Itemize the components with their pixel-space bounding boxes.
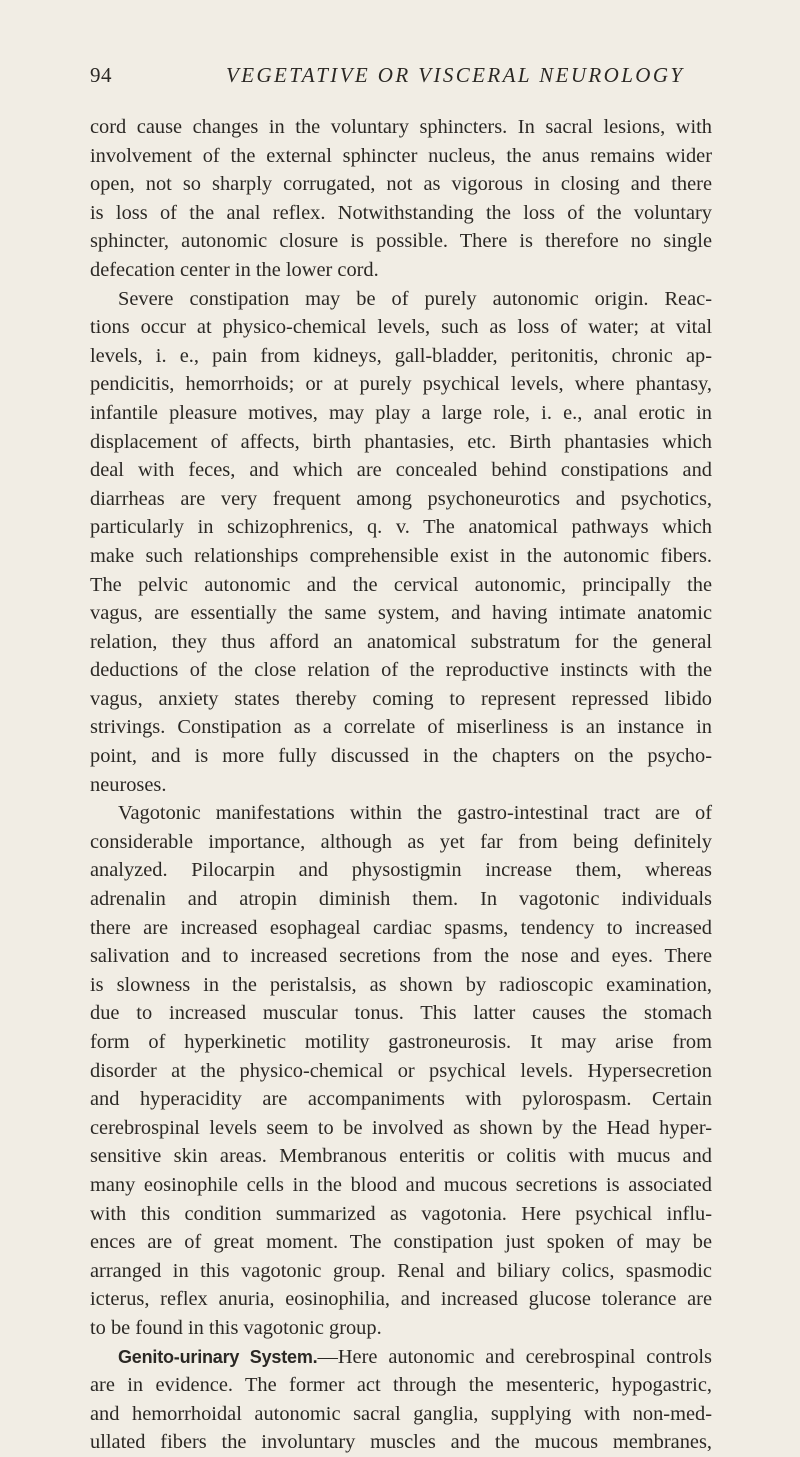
text-line: cord cause changes in the voluntary sphincters. In sacral lesions, with [90, 116, 712, 138]
text-line: many eosinophile cells in the blood and mucous secretions is associated [90, 1173, 712, 1196]
text-line: displacement of affects, birth phantasies, etc. Birth phantasies which [90, 430, 712, 453]
text-line: ences are of great moment. The constipation just spoken of may be [90, 1231, 712, 1254]
text-line: vagus, are essentially the same system, and having intimate anatomic [90, 602, 712, 625]
section-lead-in: Genito-urinary System. [118, 1346, 318, 1367]
body-text [90, 113, 712, 1457]
text-line: pendicitis, hemorrhoids; or at purely psychical levels, where phantasy, [90, 373, 712, 396]
text-line: and hemorrhoidal autonomic sacral ganglia, supplying with non-med- [90, 1402, 712, 1425]
running-header [90, 60, 712, 90]
text-line: point, and is more fully discussed in the chapters on the psycho- [90, 745, 712, 768]
text-line: tions occur at physico-chemical levels, such as loss of water; at vital [90, 316, 712, 339]
text-line: involvement of the external sphincter nucleus, the anus remains wider [90, 144, 712, 167]
text-line: and hyperacidity are accompaniments with pylorospasm. Certain [90, 1088, 712, 1111]
text-line: due to increased muscular tonus. This latter causes the stomach [90, 1002, 712, 1025]
text-line [90, 1343, 712, 1372]
text-line: make such relationships comprehensible exist in the autonomic fibers. [90, 544, 712, 567]
text-line: analyzed. Pilocarpin and physostigmin increase them, whereas [90, 859, 712, 882]
text-line: disorder at the physico-chemical or psychical levels. Hypersecretion [90, 1059, 712, 1082]
text-line: particularly in schizophrenics, q. v. The anatomical pathways which [90, 516, 712, 539]
text-line: to be found in this vagotonic group. [90, 1316, 382, 1339]
text-line: diarrheas are very frequent among psychoneurotics and psychotics, [90, 487, 712, 510]
text-line: sphincter, autonomic closure is possible. There is therefore no single [90, 230, 712, 253]
text-line: is slowness in the peristalsis, as shown by radioscopic examination, [90, 973, 712, 996]
text-line: cerebrospinal levels seem to be involved as shown by the Head hyper- [90, 1116, 712, 1139]
text-line: levels, i. e., pain from kidneys, gall-bladder, peritonitis, chronic ap- [90, 344, 712, 367]
lead-line-rest: —Here autonomic and cerebrospinal controls [317, 1345, 712, 1368]
paragraph-3 [90, 799, 712, 1342]
text-line: are in evidence. The former act through the mesenteric, hypogastric, [90, 1374, 712, 1397]
running-title: VEGETATIVE OR VISCERAL NEUROLOGY [226, 63, 685, 87]
text-line: icterus, reflex anuria, eosinophilia, and increased glucose tolerance are [90, 1288, 712, 1311]
text-line: form of hyperkinetic motility gastroneurosis. It may arise from [90, 1031, 712, 1053]
text-line: neuroses. [90, 773, 167, 796]
text-line: salivation and to increased secretions from the nose and eyes. There [90, 945, 712, 968]
text-line: relation, they thus afford an anatomical substratum for the general [90, 630, 712, 653]
text-line: Severe constipation may be of purely autonomic origin. Reac- [118, 287, 712, 310]
text-line: sensitive skin areas. Membranous enteritis or colitis with mucus and [90, 1145, 712, 1168]
page-number: 94 [90, 63, 112, 87]
paragraph-4 [90, 1343, 712, 1457]
text-line: deal with feces, and which are concealed behind constipations and [90, 459, 712, 482]
text-line: adrenalin and atropin diminish them. In vagotonic individuals [90, 888, 712, 911]
text-line: strivings. Constipation as a correlate of miserliness is an instance in [90, 716, 712, 739]
text-line: deductions of the close relation of the reproductive instincts with the [90, 659, 712, 682]
text-line: infantile pleasure motives, may play a large role, i. e., anal erotic in [90, 401, 712, 424]
paragraph-1 [90, 113, 712, 285]
text-line: ullated fibers the involuntary muscles and the mucous membranes, [90, 1431, 712, 1454]
text-line: with this condition summarized as vagotonia. Here psychical influ- [90, 1202, 712, 1225]
text-line: is loss of the anal reflex. Notwithstanding the loss of the voluntary [90, 201, 712, 224]
text-line: considerable importance, although as yet far from being definitely [90, 830, 712, 853]
text-line: there are increased esophageal cardiac spasms, tendency to increased [90, 916, 712, 939]
text-line: open, not so sharply corrugated, not as vigorous in closing and there [90, 173, 712, 196]
text-line: arranged in this vagotonic group. Renal and biliary colics, spasmodic [90, 1259, 712, 1282]
text-line: The pelvic autonomic and the cervical autonomic, principally the [90, 573, 712, 596]
text-line: vagus, anxiety states thereby coming to represent repressed libido [90, 687, 712, 710]
paragraph-2 [90, 285, 712, 800]
text-line: Vagotonic manifestations within the gastro-intestinal tract are of [118, 802, 712, 825]
text-line: defecation center in the lower cord. [90, 258, 379, 281]
